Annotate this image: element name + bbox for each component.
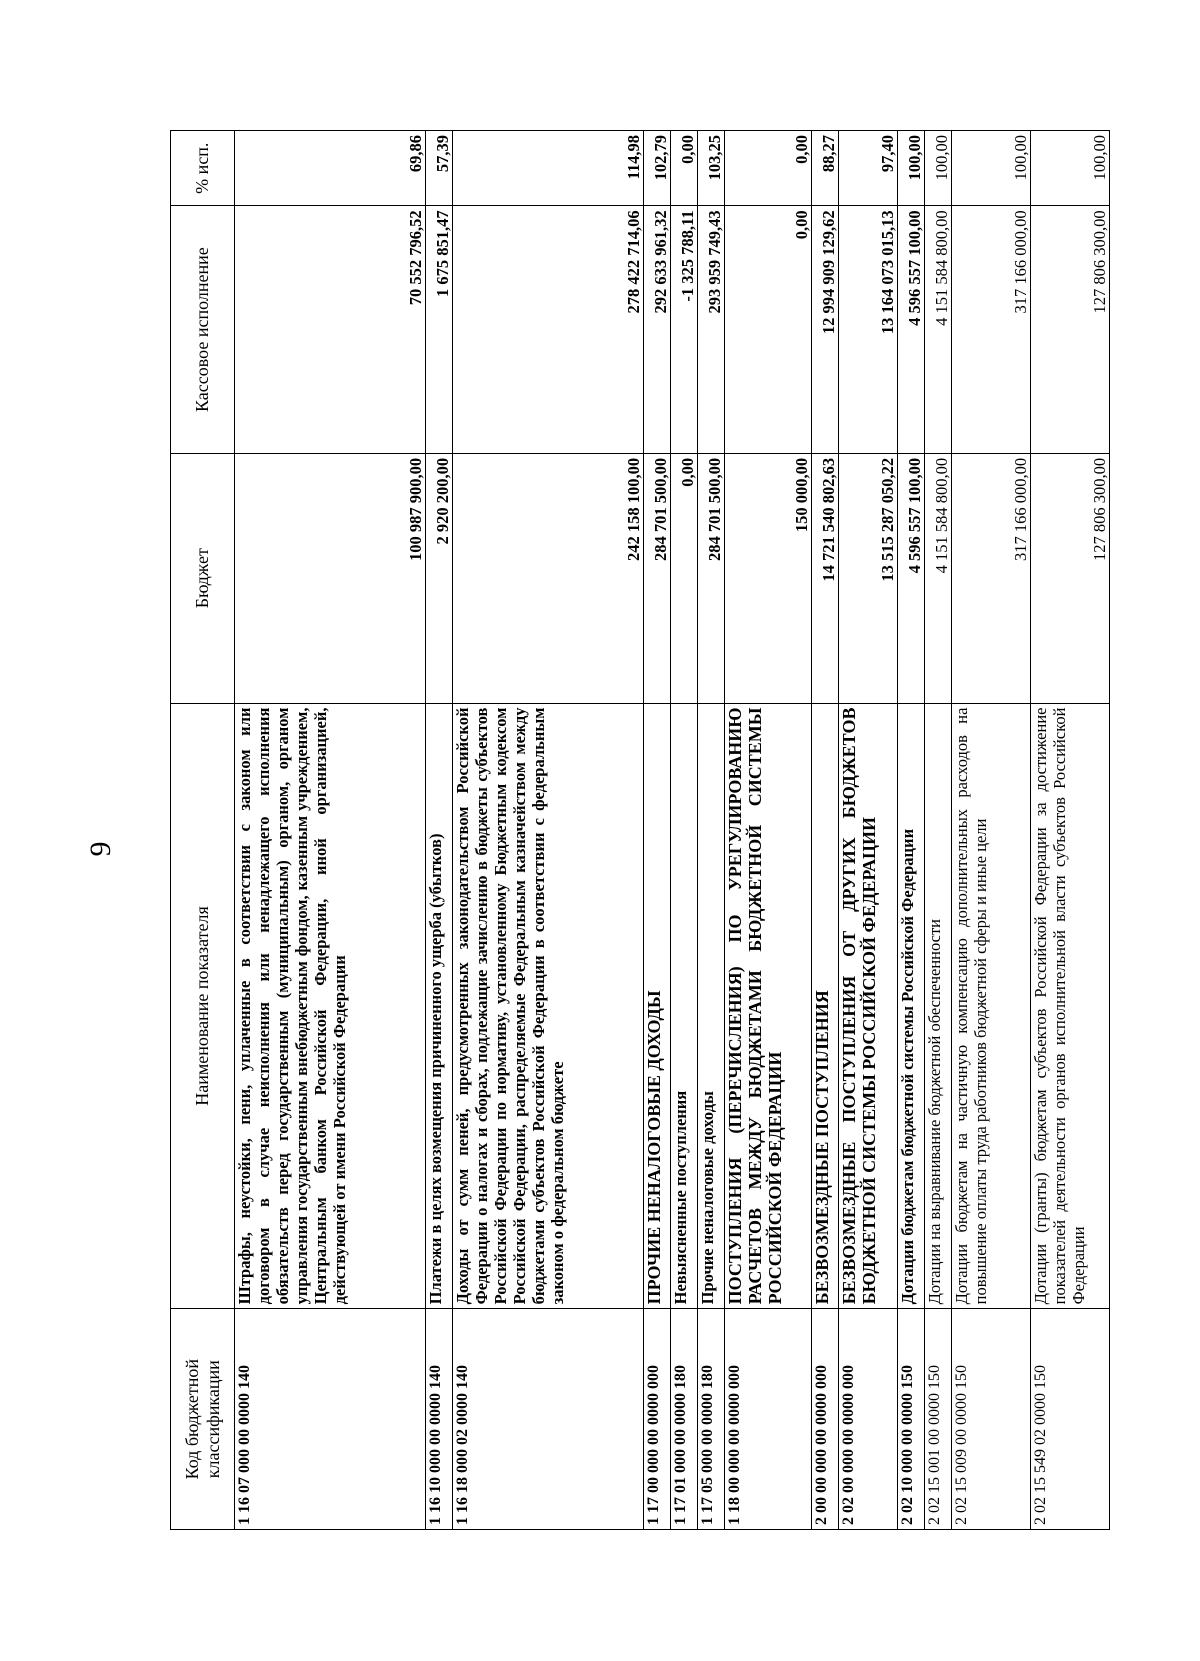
rotated-table-wrapper [170,130,1110,1530]
row-code-cell: 2 02 15 549 02 0000 150 [1031,1309,1110,1530]
row-budget-cell: 150 000,00 [725,453,811,703]
table-row [952,131,1031,1530]
table-row [453,131,644,1530]
table-row [426,131,453,1530]
row-code-cell: 1 18 00 000 00 0000 000 [725,1309,811,1530]
table-row [725,131,811,1530]
page-number: 9 [84,841,117,857]
row-percent-cell: 103,25 [698,131,725,206]
row-budget-cell: 317 166 000,00 [952,453,1031,703]
row-percent-cell: 114,98 [453,131,644,206]
row-percent-cell: 69,86 [235,131,426,206]
row-execution-cell: 292 633 961,32 [644,206,671,454]
row-percent-cell: 100,00 [925,131,952,206]
row-budget-cell: 14 721 540 802,63 [811,453,838,703]
table-row [897,131,924,1530]
row-budget-cell: 4 596 557 100,00 [897,453,924,703]
table-row [698,131,725,1530]
header-percent: % исп. [171,131,235,206]
row-name-cell: Дотации бюджетам бюджетной системы Российской Федерации [897,703,924,1309]
row-name-cell: Прочие неналоговые доходы [698,703,725,1309]
row-percent-cell: 0,00 [725,131,811,206]
row-execution-cell: 0,00 [725,206,811,454]
row-name-cell: Дотации (гранты) бюджетам субъектов Российской Федерации за достижение показателей деятельности органов исполнительной власти субъектов Российской Федерации [1031,703,1110,1309]
row-code-cell: 2 02 10 000 00 0000 150 [897,1309,924,1530]
table-body [235,131,1110,1530]
row-percent-cell: 102,79 [644,131,671,206]
row-code-cell: 2 02 00 000 00 0000 000 [838,1309,897,1530]
row-name-cell: Платежи в целях возмещения причиненного ущерба (убытков) [426,703,453,1309]
row-budget-cell: 100 987 900,00 [235,453,426,703]
row-execution-cell: 4 596 557 100,00 [897,206,924,454]
row-name-cell: Штрафы, неустойки, пени, уплаченные в соответствии с законом или договором в случае неисполнения или ненадлежащего исполнения обязательств перед государственным (муниципальным) органом, органом управления государственным внебюджетным фондом, казенным учреждением, Центральным банком Российской Федерации, иной организацией, действующей от имени Российской Федерации [235,703,426,1309]
table-row [1031,131,1110,1530]
row-execution-cell: 12 994 909 129,62 [811,206,838,454]
header-code: Код бюджетной классификации [171,1309,235,1530]
row-name-cell: Доходы от сумм пеней, предусмотренных законодательством Российской Федерации о налогах и сборах, подлежащие зачислению в бюджеты субъектов Российской Федерации по нормативу, установленному Бюджетным кодексом Российской Федерации, распределяемые Федеральным казначейством между бюджетами субъектов Российской Федерации в соответствии с федеральным законом о федеральном бюджете [453,703,644,1309]
row-percent-cell: 100,00 [897,131,924,206]
row-execution-cell: 4 151 584 800,00 [925,206,952,454]
row-name-cell: БЕЗВОЗМЕЗДНЫЕ ПОСТУПЛЕНИЯ ОТ ДРУГИХ БЮДЖЕТОВ БЮДЖЕТНОЙ СИСТЕМЫ РОССИЙСКОЙ ФЕДЕРАЦИИ [838,703,897,1309]
row-execution-cell: 127 806 300,00 [1031,206,1110,454]
row-name-cell: Дотации бюджетам на частичную компенсацию дополнительных расходов на повышение оплаты труда работников бюджетной сферы и иные цели [952,703,1031,1309]
row-name-cell: ПОСТУПЛЕНИЯ (ПЕРЕЧИСЛЕНИЯ) ПО УРЕГУЛИРОВАНИЮ РАСЧЕТОВ МЕЖДУ БЮДЖЕТАМИ БЮДЖЕТНОЙ СИСТЕМЫ РОССИЙСКОЙ ФЕДЕРАЦИИ [725,703,811,1309]
row-budget-cell: 127 806 300,00 [1031,453,1110,703]
row-execution-cell: 1 675 851,47 [426,206,453,454]
row-execution-cell: -1 325 788,11 [671,206,698,454]
row-percent-cell: 100,00 [952,131,1031,206]
row-budget-cell: 0,00 [671,453,698,703]
row-percent-cell: 97,40 [838,131,897,206]
header-execution: Кассовое исполнение [171,206,235,454]
row-execution-cell: 13 164 073 015,13 [838,206,897,454]
row-name-cell: ПРОЧИЕ НЕНАЛОГОВЫЕ ДОХОДЫ [644,703,671,1309]
row-budget-cell: 284 701 500,00 [698,453,725,703]
budget-table [170,130,1110,1530]
table-row [235,131,426,1530]
row-name-cell: БЕЗВОЗМЕЗДНЫЕ ПОСТУПЛЕНИЯ [811,703,838,1309]
row-code-cell: 1 16 10 000 00 0000 140 [426,1309,453,1530]
header-name: Наименование показателя [171,703,235,1309]
row-name-cell: Дотации на выравнивание бюджетной обеспеченности [925,703,952,1309]
header-budget: Бюджет [171,453,235,703]
table-header-row [171,131,235,1530]
row-execution-cell: 278 422 714,06 [453,206,644,454]
row-budget-cell: 242 158 100,00 [453,453,644,703]
row-code-cell: 1 17 05 000 00 0000 180 [698,1309,725,1530]
row-code-cell: 2 02 15 001 00 0000 150 [925,1309,952,1530]
row-percent-cell: 100,00 [1031,131,1110,206]
row-percent-cell: 88,27 [811,131,838,206]
row-code-cell: 1 17 00 000 00 0000 000 [644,1309,671,1530]
row-code-cell: 2 00 00 000 00 0000 000 [811,1309,838,1530]
table-row [811,131,838,1530]
table-row [838,131,897,1530]
row-execution-cell: 293 959 749,43 [698,206,725,454]
row-code-cell: 1 16 07 000 00 0000 140 [235,1309,426,1530]
row-code-cell: 1 16 18 000 02 0000 140 [453,1309,644,1530]
table-row [925,131,952,1530]
row-percent-cell: 0,00 [671,131,698,206]
row-percent-cell: 57,39 [426,131,453,206]
row-budget-cell: 13 515 287 050,22 [838,453,897,703]
row-budget-cell: 4 151 584 800,00 [925,453,952,703]
row-execution-cell: 70 552 796,52 [235,206,426,454]
row-execution-cell: 317 166 000,00 [952,206,1031,454]
table-row [671,131,698,1530]
row-code-cell: 2 02 15 009 00 0000 150 [952,1309,1031,1530]
row-code-cell: 1 17 01 000 00 0000 180 [671,1309,698,1530]
row-name-cell: Невыясненные поступления [671,703,698,1309]
row-budget-cell: 284 701 500,00 [644,453,671,703]
row-budget-cell: 2 920 200,00 [426,453,453,703]
table-row [644,131,671,1530]
